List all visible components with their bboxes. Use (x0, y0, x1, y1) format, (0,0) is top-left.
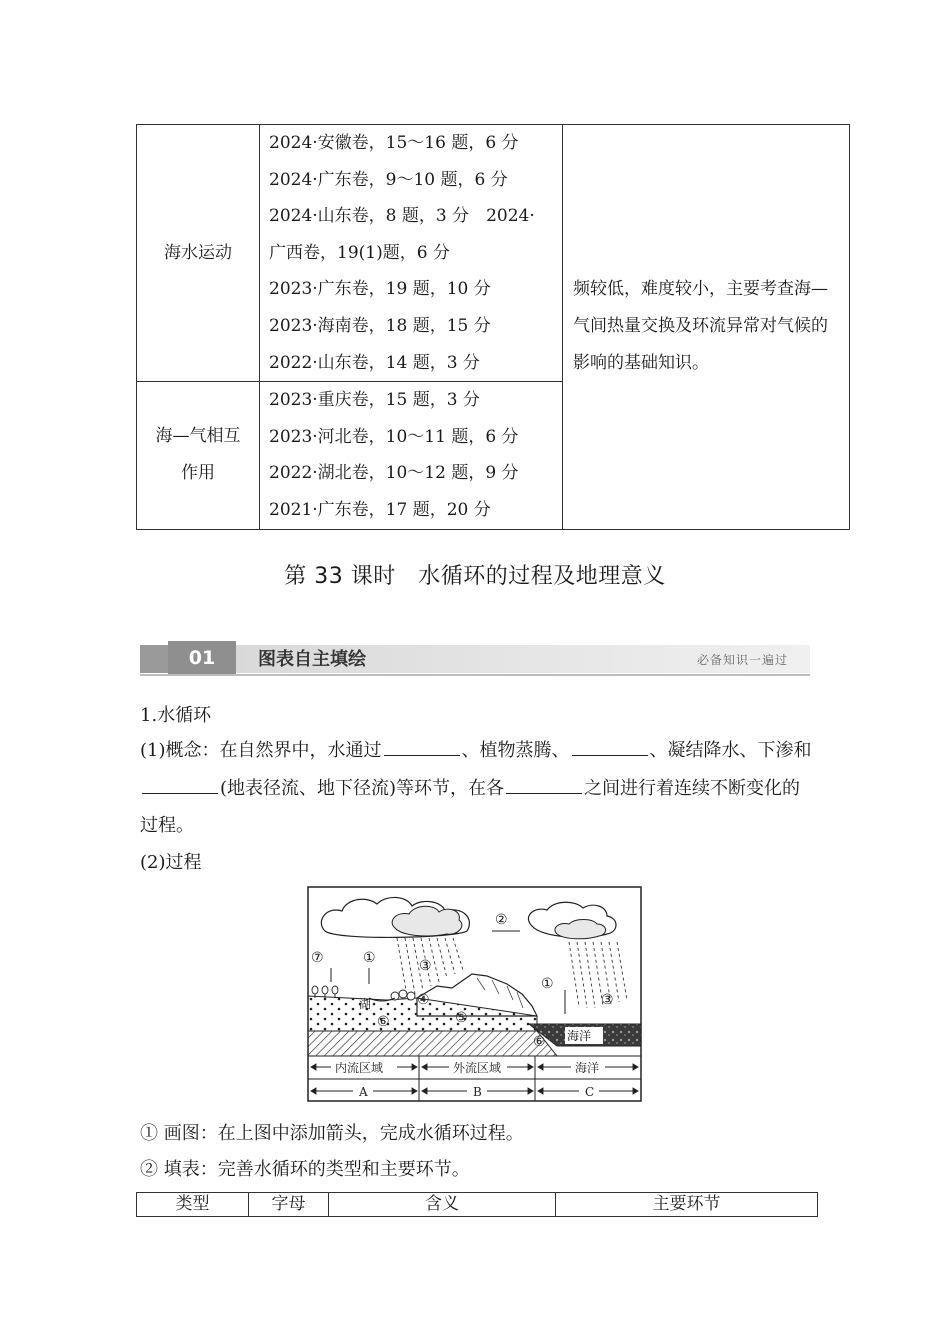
mark-4: ④ (417, 992, 430, 1008)
mark-2: ② (495, 912, 508, 928)
mark-5: ⑤ (455, 1010, 468, 1026)
header-type: 类型 (137, 1193, 249, 1217)
mark-3-left: ③ (419, 958, 432, 974)
blank-runoff[interactable] (142, 775, 218, 794)
header-meaning: 含义 (329, 1193, 556, 1217)
topic-ocean-atmosphere: 海—气相互 作用 (137, 382, 260, 529)
lesson-title: 第 33 课时 水循环的过程及地理意义 (284, 564, 666, 589)
exam-item: 2023·海南卷，18 题，15 分 (269, 315, 491, 336)
section-title: 图表自主填绘 (258, 649, 366, 670)
blank-vapor-transport[interactable] (572, 737, 648, 756)
section-number: 01 (168, 641, 236, 675)
exam-item: 2021·广东卷，17 题，20 分 (269, 499, 491, 520)
exam-item: 2022·山东卷，14 题，3 分 (269, 352, 480, 373)
task-draw: ① 画图：在上图中添加箭头，完成水循环过程。 (140, 1123, 524, 1144)
exam-item: 2024·广东卷，9～10 题，6 分 (269, 169, 508, 190)
blank-evaporation[interactable] (384, 737, 460, 756)
exam-item: 2023·重庆卷，15 题，3 分 (269, 390, 480, 411)
sea-label: 海洋 (567, 1029, 592, 1043)
mark-3-right: ③ (601, 992, 614, 1008)
exam-info-table (136, 124, 850, 530)
exam-item: 广西卷，19(1)题，6 分 (269, 242, 450, 263)
letter-c: C (585, 1085, 595, 1099)
lake-label: 湖 (359, 997, 372, 1011)
region-ocean-label: 海洋 (575, 1061, 600, 1075)
exam-item: 2023·河北卷，10～11 题，6 分 (269, 426, 519, 447)
bedrock-layer (308, 1031, 557, 1056)
header-letter: 字母 (249, 1193, 329, 1217)
exam-item: 2024·山东卷，8 题，3 分 2024· (269, 206, 535, 227)
section-tag: 必备知识一遍过 (696, 653, 788, 667)
analysis-cell: 频较低，难度较小，主要考查海—气间热量交换及环流异常对气候的影响的基础知识。 (563, 125, 850, 530)
water-cycle-type-table (136, 1192, 818, 1217)
topic-ocean-motion: 海水运动 (137, 125, 260, 382)
exam-list-ocean-atmosphere (260, 382, 563, 529)
mark-7: ⑦ (311, 950, 324, 966)
heading-water-cycle: 1.水循环 (140, 705, 212, 726)
concept-paragraph: (1)概念：在自然界中，水通过 、植物蒸腾、 、凝结降水、下渗和(地表径流、地下径流)等环节，在各 之间进行着连续不断变化的过程。 (140, 732, 815, 845)
mark-6-right: ⑥ (533, 1034, 546, 1050)
section-banner (140, 641, 810, 677)
mark-1-right: ① (541, 976, 554, 992)
water-cycle-diagram (307, 886, 642, 1102)
task-fill: ② 填表：完善水循环的类型和主要环节。 (140, 1159, 470, 1180)
letter-a: A (359, 1085, 368, 1099)
region-inland-label: 内流区域 (335, 1061, 384, 1075)
exam-list-ocean-motion (260, 125, 563, 382)
exam-item: 2023·广东卷，19 题，10 分 (269, 279, 491, 300)
exam-item: 2024·安徽卷，15～16 题，6 分 (269, 133, 519, 153)
exam-item: 2022·湖北卷，10～12 题，9 分 (269, 463, 519, 484)
mark-1-left: ① (363, 950, 376, 966)
letter-b: B (473, 1085, 482, 1099)
region-outflow-label: 外流区域 (453, 1061, 502, 1075)
process-heading: (2)过程 (140, 852, 202, 873)
blank-water-body[interactable] (506, 775, 582, 794)
mark-6-left: ⑥ (377, 1014, 390, 1030)
header-main-links: 主要环节 (556, 1193, 818, 1217)
